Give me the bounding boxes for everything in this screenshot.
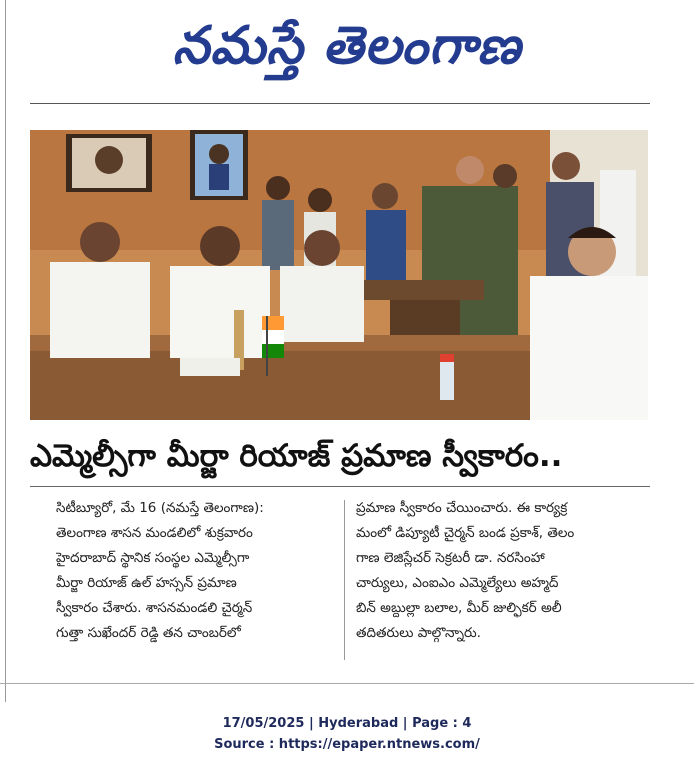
- body-line: మీర్జా రియాజ్ ఉల్ హస్సన్ ప్రమాణ: [56, 575, 237, 591]
- body-line: తదితరులు పాల్గొన్నారు.: [356, 625, 481, 641]
- masthead-divider: [30, 103, 650, 104]
- body-line: బిన్ అబ్దుల్లా బలాల, మీర్ జుల్ఫికర్ అలీ: [356, 600, 562, 616]
- footer-divider: [0, 683, 694, 684]
- article-headline: ఎమ్మెల్సీగా మీర్జా రియాజ్ ప్రమాణ స్వీకారం..: [30, 438, 563, 474]
- body-line: తెలంగాణ శాసన మండలిలో శుక్రవారం: [56, 525, 253, 541]
- page-edge-line: [5, 0, 6, 702]
- footer-date-line: 17/05/2025 | Hyderabad | Page : 4: [222, 716, 472, 731]
- body-line: సిటీబ్యూరో, మే 16 (నమస్తే తెలంగాణ):: [56, 500, 264, 516]
- body-line: గాణ లెజిస్లేచర్ సెక్రటరీ డా. నరసింహా: [356, 550, 545, 566]
- news-photo: [30, 130, 648, 420]
- body-line: స్వీకారం చేశారు. శాసనమండలి చైర్మన్: [56, 600, 253, 616]
- article-body-right-column: [356, 496, 646, 646]
- page-footer: [0, 713, 694, 755]
- newspaper-masthead: [0, 8, 694, 88]
- masthead-title: నమస్తే తెలంగాణ: [172, 16, 522, 76]
- body-line: చార్యులు, ఎంఐఎం ఎమ్మెల్యేలు అహ్మద్: [356, 575, 559, 591]
- headline-divider: [30, 486, 650, 487]
- body-line: మంలో డిప్యూటీ చైర్మన్ బండ ప్రకాశ్, తెలం: [356, 525, 575, 541]
- column-divider: [344, 500, 345, 660]
- body-line: గుత్తా సుఖేందర్ రెడ్డి తన చాంబర్‌లో: [56, 625, 241, 641]
- article-body-left-column: [56, 496, 336, 646]
- body-line: హైదరాబాద్ స్థానిక సంస్థల ఎమ్మెల్సీగా: [56, 550, 250, 566]
- body-line: ప్రమాణ స్వీకారం చేయించారు. ఈ కార్యక్ర: [356, 500, 568, 516]
- footer-source-line: Source : https://epaper.ntnews.com/: [214, 737, 480, 752]
